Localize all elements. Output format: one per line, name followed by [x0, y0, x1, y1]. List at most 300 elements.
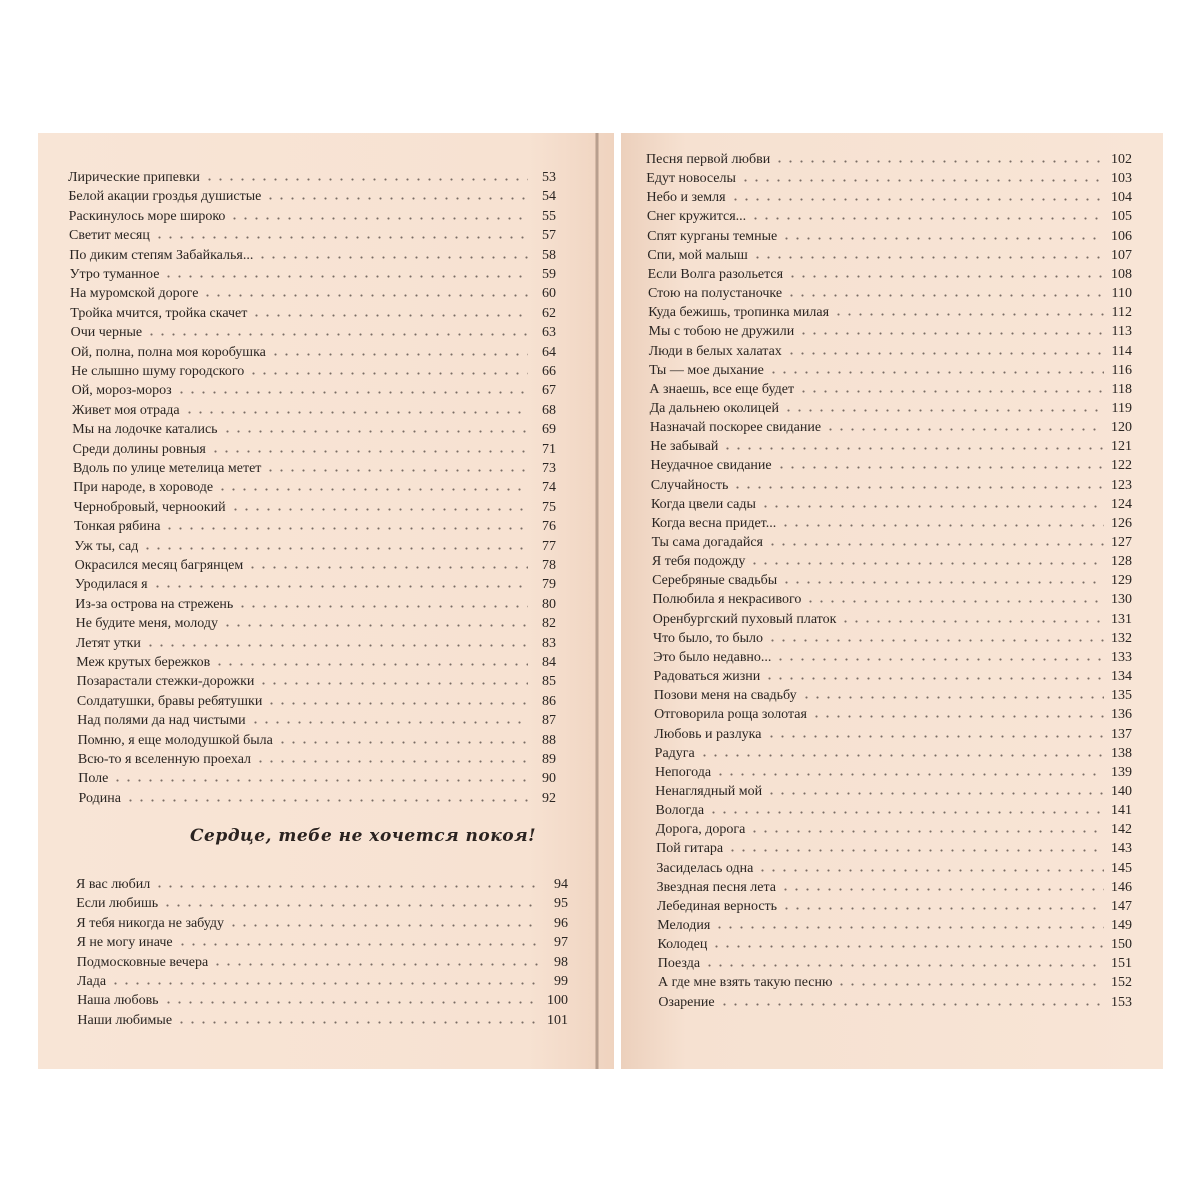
entry-page-number: 55 [541, 208, 556, 224]
dot-leader [836, 983, 1104, 986]
toc-entry [653, 650, 1132, 666]
entry-page-number: 100 [546, 993, 568, 1009]
toc-entry [650, 401, 1132, 417]
entry-page-number: 143 [1110, 841, 1132, 857]
entry-title: Мелодия [657, 918, 711, 933]
entry-title: Серебряные свадьбы [652, 573, 778, 589]
entry-title: Наши любимые [77, 1012, 173, 1028]
entry-title: Солдатушки, бравы ребятушки [76, 693, 263, 709]
dot-leader [248, 372, 528, 375]
entry-page-number: 79 [541, 577, 556, 593]
toc-entry [72, 422, 556, 438]
dot-leader [255, 760, 528, 763]
dot-leader [750, 217, 1104, 220]
toc-entry [650, 439, 1132, 455]
dot-leader [162, 904, 540, 907]
entry-title: Отговорила роща золотая [654, 707, 807, 723]
entry-title: Радоваться жизни [653, 669, 761, 685]
entry-page-number: 60 [541, 286, 556, 302]
section-heading: Сердце, тебе не хочется покоя! [190, 826, 537, 846]
entry-title: Озарение [658, 994, 715, 1010]
entry-title: Стою на полустаночке [647, 286, 783, 302]
entry-title: Мы с тобою не дружили [648, 324, 795, 340]
toc-entry [70, 267, 556, 283]
entry-title: Лирические припевки [68, 170, 200, 185]
toc-entry [71, 364, 556, 380]
entry-page-number: 88 [541, 732, 556, 748]
entry-page-number: 106 [1110, 228, 1132, 244]
entry-title: Вологда [655, 803, 705, 819]
dot-leader [757, 869, 1104, 872]
entry-title: Если Волга разольется [647, 266, 784, 282]
entry-page-number: 78 [541, 558, 556, 573]
toc-entry [75, 558, 556, 574]
dot-leader [217, 488, 528, 491]
toc-entry [651, 478, 1132, 494]
entry-page-number: 95 [553, 896, 568, 912]
entry-title: Когда цвели сады [651, 496, 756, 512]
dot-leader [704, 964, 1104, 967]
entry-page-number: 113 [1111, 324, 1132, 340]
entry-page-number: 126 [1110, 515, 1132, 531]
toc-entry [78, 733, 556, 749]
dot-leader [749, 830, 1104, 833]
entry-title: Когда весна придет... [651, 515, 777, 531]
toc-entry [69, 248, 556, 264]
entry-title: Не слышно шуму городского [71, 364, 245, 379]
dot-leader [250, 721, 528, 724]
toc-entry [68, 170, 556, 186]
entry-page-number: 140 [1110, 783, 1132, 799]
entry-page-number: 124 [1110, 496, 1132, 512]
dot-leader [204, 178, 528, 181]
dot-leader [776, 466, 1104, 469]
toc-entry [657, 899, 1132, 915]
toc-entry [649, 382, 1132, 398]
toc-entry [76, 877, 568, 893]
entry-title: Я тебя подожду [651, 554, 746, 570]
entry-title: Колодец [657, 937, 708, 953]
entry-title: Ой, мороз-мороз [71, 383, 172, 399]
dot-leader [825, 428, 1104, 431]
dot-leader [715, 773, 1104, 776]
toc-entry [653, 612, 1132, 628]
entry-page-number: 85 [541, 674, 556, 690]
entry-page-number: 135 [1110, 688, 1132, 704]
toc-entry [647, 209, 1132, 225]
toc-entry [649, 363, 1132, 379]
entry-title: Светит месяц [68, 228, 150, 244]
entry-page-number: 152 [1110, 975, 1132, 991]
entry-title: Дорога, дорога [655, 822, 746, 838]
entry-title: Лебединая верность [656, 898, 778, 914]
dot-leader [237, 605, 528, 608]
toc-entry [647, 229, 1132, 245]
dot-leader [212, 963, 540, 966]
entry-page-number: 99 [554, 974, 568, 989]
dot-leader [202, 294, 528, 297]
toc-entry [652, 535, 1132, 551]
entry-page-number: 151 [1110, 956, 1132, 972]
toc-entry [649, 344, 1132, 360]
toc-entry [70, 286, 556, 302]
entry-page-number: 116 [1111, 362, 1132, 378]
entry-page-number: 121 [1110, 439, 1132, 455]
toc-entry [77, 1013, 568, 1029]
dot-leader [145, 644, 528, 647]
dot-leader [708, 811, 1104, 814]
entry-page-number: 139 [1110, 764, 1132, 780]
dot-leader [270, 353, 528, 356]
toc-entry [72, 383, 556, 399]
dot-leader [184, 411, 528, 414]
dot-leader [163, 1001, 540, 1004]
entry-title: Лада [77, 974, 107, 989]
dot-leader [164, 527, 528, 530]
entry-page-number: 142 [1110, 822, 1132, 838]
entry-page-number: 153 [1110, 994, 1132, 1010]
toc-entry [74, 519, 556, 535]
entry-page-number: 103 [1110, 171, 1132, 187]
dot-leader [699, 754, 1104, 757]
dot-leader [258, 682, 528, 685]
entry-title: Случайность [650, 477, 729, 493]
toc-entry [76, 896, 568, 912]
dot-leader [781, 581, 1104, 584]
dot-leader [783, 409, 1104, 412]
entry-page-number: 102 [1111, 152, 1132, 167]
entry-title: Живет моя отрада [71, 402, 180, 418]
dot-leader [142, 547, 528, 550]
dot-leader [740, 179, 1104, 182]
toc-entry [73, 442, 556, 458]
entry-page-number: 53 [542, 170, 556, 185]
toc-entry [74, 539, 556, 555]
dot-leader [719, 1003, 1104, 1006]
toc-entry [73, 461, 556, 477]
dot-leader [798, 332, 1104, 335]
toc-entry [76, 916, 568, 932]
entry-title: По диким степям Забайкалья... [69, 247, 254, 263]
entry-title: Неудачное свидание [650, 458, 772, 474]
entry-title: А где мне взять такую песню [658, 975, 833, 991]
entry-title: Ты — мое дыхание [649, 362, 764, 378]
entry-title: Позарастали стежки-дорожки [76, 674, 255, 690]
toc-entry [647, 248, 1132, 264]
dot-leader [125, 799, 528, 802]
dot-leader [781, 907, 1104, 910]
entry-page-number: 58 [541, 247, 556, 263]
toc-entry [654, 669, 1132, 685]
dot-leader [230, 508, 528, 511]
entry-title: Подмосковные вечера [76, 954, 209, 970]
entry-page-number: 147 [1110, 898, 1132, 914]
toc-entry [657, 880, 1132, 896]
entry-title: Меж крутых бережков [76, 655, 211, 670]
dot-leader [229, 217, 528, 220]
entry-page-number: 138 [1110, 745, 1132, 761]
entry-title: Пой гитара [656, 841, 724, 857]
entry-page-number: 86 [541, 693, 556, 709]
toc-entry [654, 727, 1132, 743]
entry-page-number: 131 [1110, 611, 1132, 627]
toc-entry [75, 597, 556, 613]
entry-title: Поле [78, 771, 109, 787]
toc-entry [77, 713, 556, 729]
entry-page-number: 110 [1111, 286, 1132, 302]
entry-title: Я не могу иначе [76, 935, 173, 951]
entry-title: Уж ты, сад [74, 538, 139, 554]
toc-entry [648, 267, 1132, 283]
entry-title: Спят курганы темные [647, 228, 778, 244]
toc-entry [652, 573, 1132, 589]
entry-page-number: 137 [1110, 726, 1132, 742]
entry-page-number: 77 [541, 538, 556, 554]
entry-page-number: 63 [541, 325, 556, 341]
toc-entry [75, 577, 556, 593]
entry-title: Куда бежишь, тропинка милая [648, 305, 830, 321]
entry-title: Позови меня на свадьбу [653, 688, 797, 704]
entry-title: Да дальнею околицей [649, 400, 779, 416]
entry-page-number: 76 [541, 519, 556, 535]
entry-title: Ненаглядный мой [655, 783, 763, 799]
entry-title: Тонкая рябина [73, 519, 161, 535]
toc-entry [77, 955, 568, 971]
dot-leader [112, 779, 528, 782]
entry-title: Утро туманное [69, 267, 160, 282]
entry-page-number: 83 [541, 635, 556, 651]
toc-entry [651, 516, 1132, 532]
entry-page-number: 123 [1110, 477, 1132, 493]
dot-leader [764, 677, 1104, 680]
dot-leader [266, 702, 528, 705]
entry-title: Помню, я еще молодушкой была [77, 732, 273, 748]
dot-leader [154, 885, 540, 888]
dot-leader [152, 585, 528, 588]
dot-leader [775, 658, 1104, 661]
toc-entry [78, 752, 556, 768]
entry-title: Едут новоселы [646, 171, 736, 187]
dot-leader [257, 256, 528, 259]
toc-entry [658, 975, 1132, 991]
entry-page-number: 82 [541, 616, 556, 632]
dot-leader [760, 505, 1104, 508]
toc-entry [68, 189, 556, 205]
toc-entry [79, 791, 556, 807]
dot-leader [214, 663, 528, 666]
entry-page-number: 101 [546, 1012, 568, 1028]
dot-leader [251, 314, 528, 317]
dot-leader [722, 447, 1104, 450]
entry-title: Ты сама догадайся [651, 535, 763, 550]
entry-page-number: 64 [541, 344, 556, 360]
dot-leader [752, 256, 1104, 259]
toc-entry [655, 765, 1132, 781]
entry-title: Очи черные [70, 325, 143, 341]
entry-page-number: 122 [1110, 458, 1132, 474]
entry-title: Небо и земля [646, 190, 726, 206]
entry-page-number: 150 [1110, 937, 1132, 953]
entry-title: Окрасился месяц багрянцем [74, 558, 244, 573]
dot-leader [781, 237, 1104, 240]
dot-leader [154, 236, 528, 239]
entry-page-number: 68 [541, 402, 556, 418]
entry-page-number: 75 [541, 499, 556, 515]
dot-leader [277, 741, 528, 744]
entry-page-number: 87 [541, 713, 556, 729]
entry-page-number: 141 [1110, 803, 1132, 819]
entry-title: Непогода [654, 764, 712, 780]
entry-page-number: 134 [1110, 669, 1132, 685]
toc-entry [647, 190, 1132, 206]
entry-title: Не забывай [650, 439, 719, 455]
entry-title: Радуга [654, 745, 695, 761]
dot-leader [774, 160, 1104, 163]
dot-leader [798, 390, 1104, 393]
entry-title: Если любишь [76, 896, 159, 912]
entry-title: Песня первой любви [646, 152, 771, 167]
toc-entry [72, 403, 556, 419]
entry-page-number: 120 [1110, 420, 1132, 436]
dot-leader [714, 926, 1104, 929]
dot-leader [767, 639, 1104, 642]
entry-page-number: 62 [541, 305, 556, 321]
toc-entry [652, 592, 1132, 608]
entry-page-number: 67 [541, 383, 556, 399]
dot-leader [265, 197, 528, 200]
dot-leader [247, 566, 528, 569]
toc-entry [70, 306, 556, 322]
toc-entry [657, 918, 1132, 934]
entry-title: Над полями да над чистыми [77, 713, 246, 729]
entry-title: Летят утки [75, 635, 141, 651]
entry-page-number: 104 [1110, 190, 1132, 206]
entry-title: Не будите меня, молоду [75, 616, 218, 632]
entry-title: При народе, в хороводе [73, 480, 214, 496]
entry-title: Всю-то я вселенную проехал [77, 752, 252, 767]
page-gutter [614, 133, 621, 1069]
entry-page-number: 112 [1111, 305, 1132, 321]
entry-title: Снег кружится... [646, 209, 747, 225]
toc-entry [77, 674, 556, 690]
dot-leader [787, 275, 1104, 278]
entry-page-number: 132 [1111, 630, 1132, 646]
entry-page-number: 107 [1110, 247, 1132, 263]
entry-page-number: 146 [1110, 879, 1132, 895]
dot-leader [176, 1021, 540, 1024]
entry-title: Наша любовь [77, 993, 159, 1009]
entry-title: Полюбила я некрасивого [652, 592, 802, 608]
toc-entry [656, 803, 1132, 819]
dot-leader [811, 715, 1104, 718]
dot-leader [222, 430, 528, 433]
toc-entry [658, 995, 1132, 1011]
dot-leader [780, 524, 1104, 527]
toc-entry [649, 324, 1132, 340]
toc-entry [646, 171, 1132, 187]
entry-title: Мы на лодочке катались [72, 422, 218, 438]
toc-entry [77, 694, 556, 710]
entry-page-number: 69 [541, 422, 556, 438]
entry-title: Оренбургский пуховый платок [652, 611, 837, 627]
dot-leader [177, 943, 540, 946]
dot-leader [786, 294, 1104, 297]
toc-entry [656, 822, 1132, 838]
entry-title: А знаешь, все еще будет [649, 381, 795, 397]
dot-leader [766, 735, 1104, 738]
entry-page-number: 129 [1110, 573, 1132, 589]
entry-page-number: 128 [1110, 554, 1132, 570]
entry-page-number: 89 [541, 752, 556, 767]
entry-title: На муромской дороге [69, 286, 199, 302]
toc-entry [648, 286, 1132, 302]
entry-title: Из-за острова на стрежень [75, 596, 234, 612]
toc-entry [69, 228, 556, 244]
entry-page-number: 145 [1110, 860, 1132, 876]
entry-title: Звездная песня лета [656, 879, 777, 895]
entry-page-number: 57 [541, 228, 556, 244]
entry-title: Засиделась одна [656, 860, 754, 876]
entry-title: Родина [78, 790, 121, 806]
dot-leader [222, 624, 528, 627]
entry-title: Тройка мчится, тройка скачет [70, 305, 248, 321]
entry-page-number: 66 [541, 364, 556, 379]
dot-leader [766, 792, 1104, 795]
toc-entry [648, 305, 1132, 321]
dot-leader [163, 275, 528, 278]
dot-leader [767, 543, 1104, 546]
entry-page-number: 74 [541, 480, 556, 496]
toc-entry [656, 841, 1132, 857]
entry-title: Раскинулось море широко [68, 208, 226, 224]
entry-title: Среди долины ровныя [72, 441, 206, 457]
toc-entry [73, 480, 556, 496]
entry-page-number: 92 [541, 790, 556, 806]
entry-page-number: 105 [1110, 209, 1132, 225]
dot-leader [265, 469, 528, 472]
toc-entry [77, 993, 568, 1009]
entry-page-number: 119 [1111, 400, 1132, 416]
toc-entry [652, 554, 1132, 570]
dot-leader [805, 600, 1104, 603]
dot-leader [749, 562, 1104, 565]
dot-leader [210, 450, 528, 453]
entry-title: Я вас любил [76, 877, 151, 892]
dot-leader [730, 198, 1104, 201]
entry-title: Вдоль по улице метелица метет [72, 461, 262, 476]
entry-title: Любовь и разлука [654, 726, 762, 742]
dot-leader [727, 849, 1104, 852]
toc-entry [76, 655, 556, 671]
entry-page-number: 80 [541, 596, 556, 612]
entry-page-number: 90 [541, 771, 556, 787]
entry-title: Спи, мой малыш [647, 247, 748, 263]
dot-leader [840, 620, 1104, 623]
toc-entry [655, 784, 1132, 800]
entry-page-number: 94 [554, 877, 568, 892]
toc-entry [650, 420, 1132, 436]
entry-page-number: 108 [1110, 266, 1132, 282]
entry-page-number: 71 [541, 441, 556, 457]
dot-leader [768, 371, 1104, 374]
toc-entry [76, 616, 556, 632]
dot-leader [780, 888, 1104, 891]
entry-title: Это было недавно... [653, 649, 772, 665]
entry-title: Уродилася я [74, 577, 148, 593]
entry-page-number: 149 [1110, 918, 1132, 933]
dot-leader [833, 313, 1104, 316]
entry-title: Люди в белых халатах [648, 343, 782, 359]
